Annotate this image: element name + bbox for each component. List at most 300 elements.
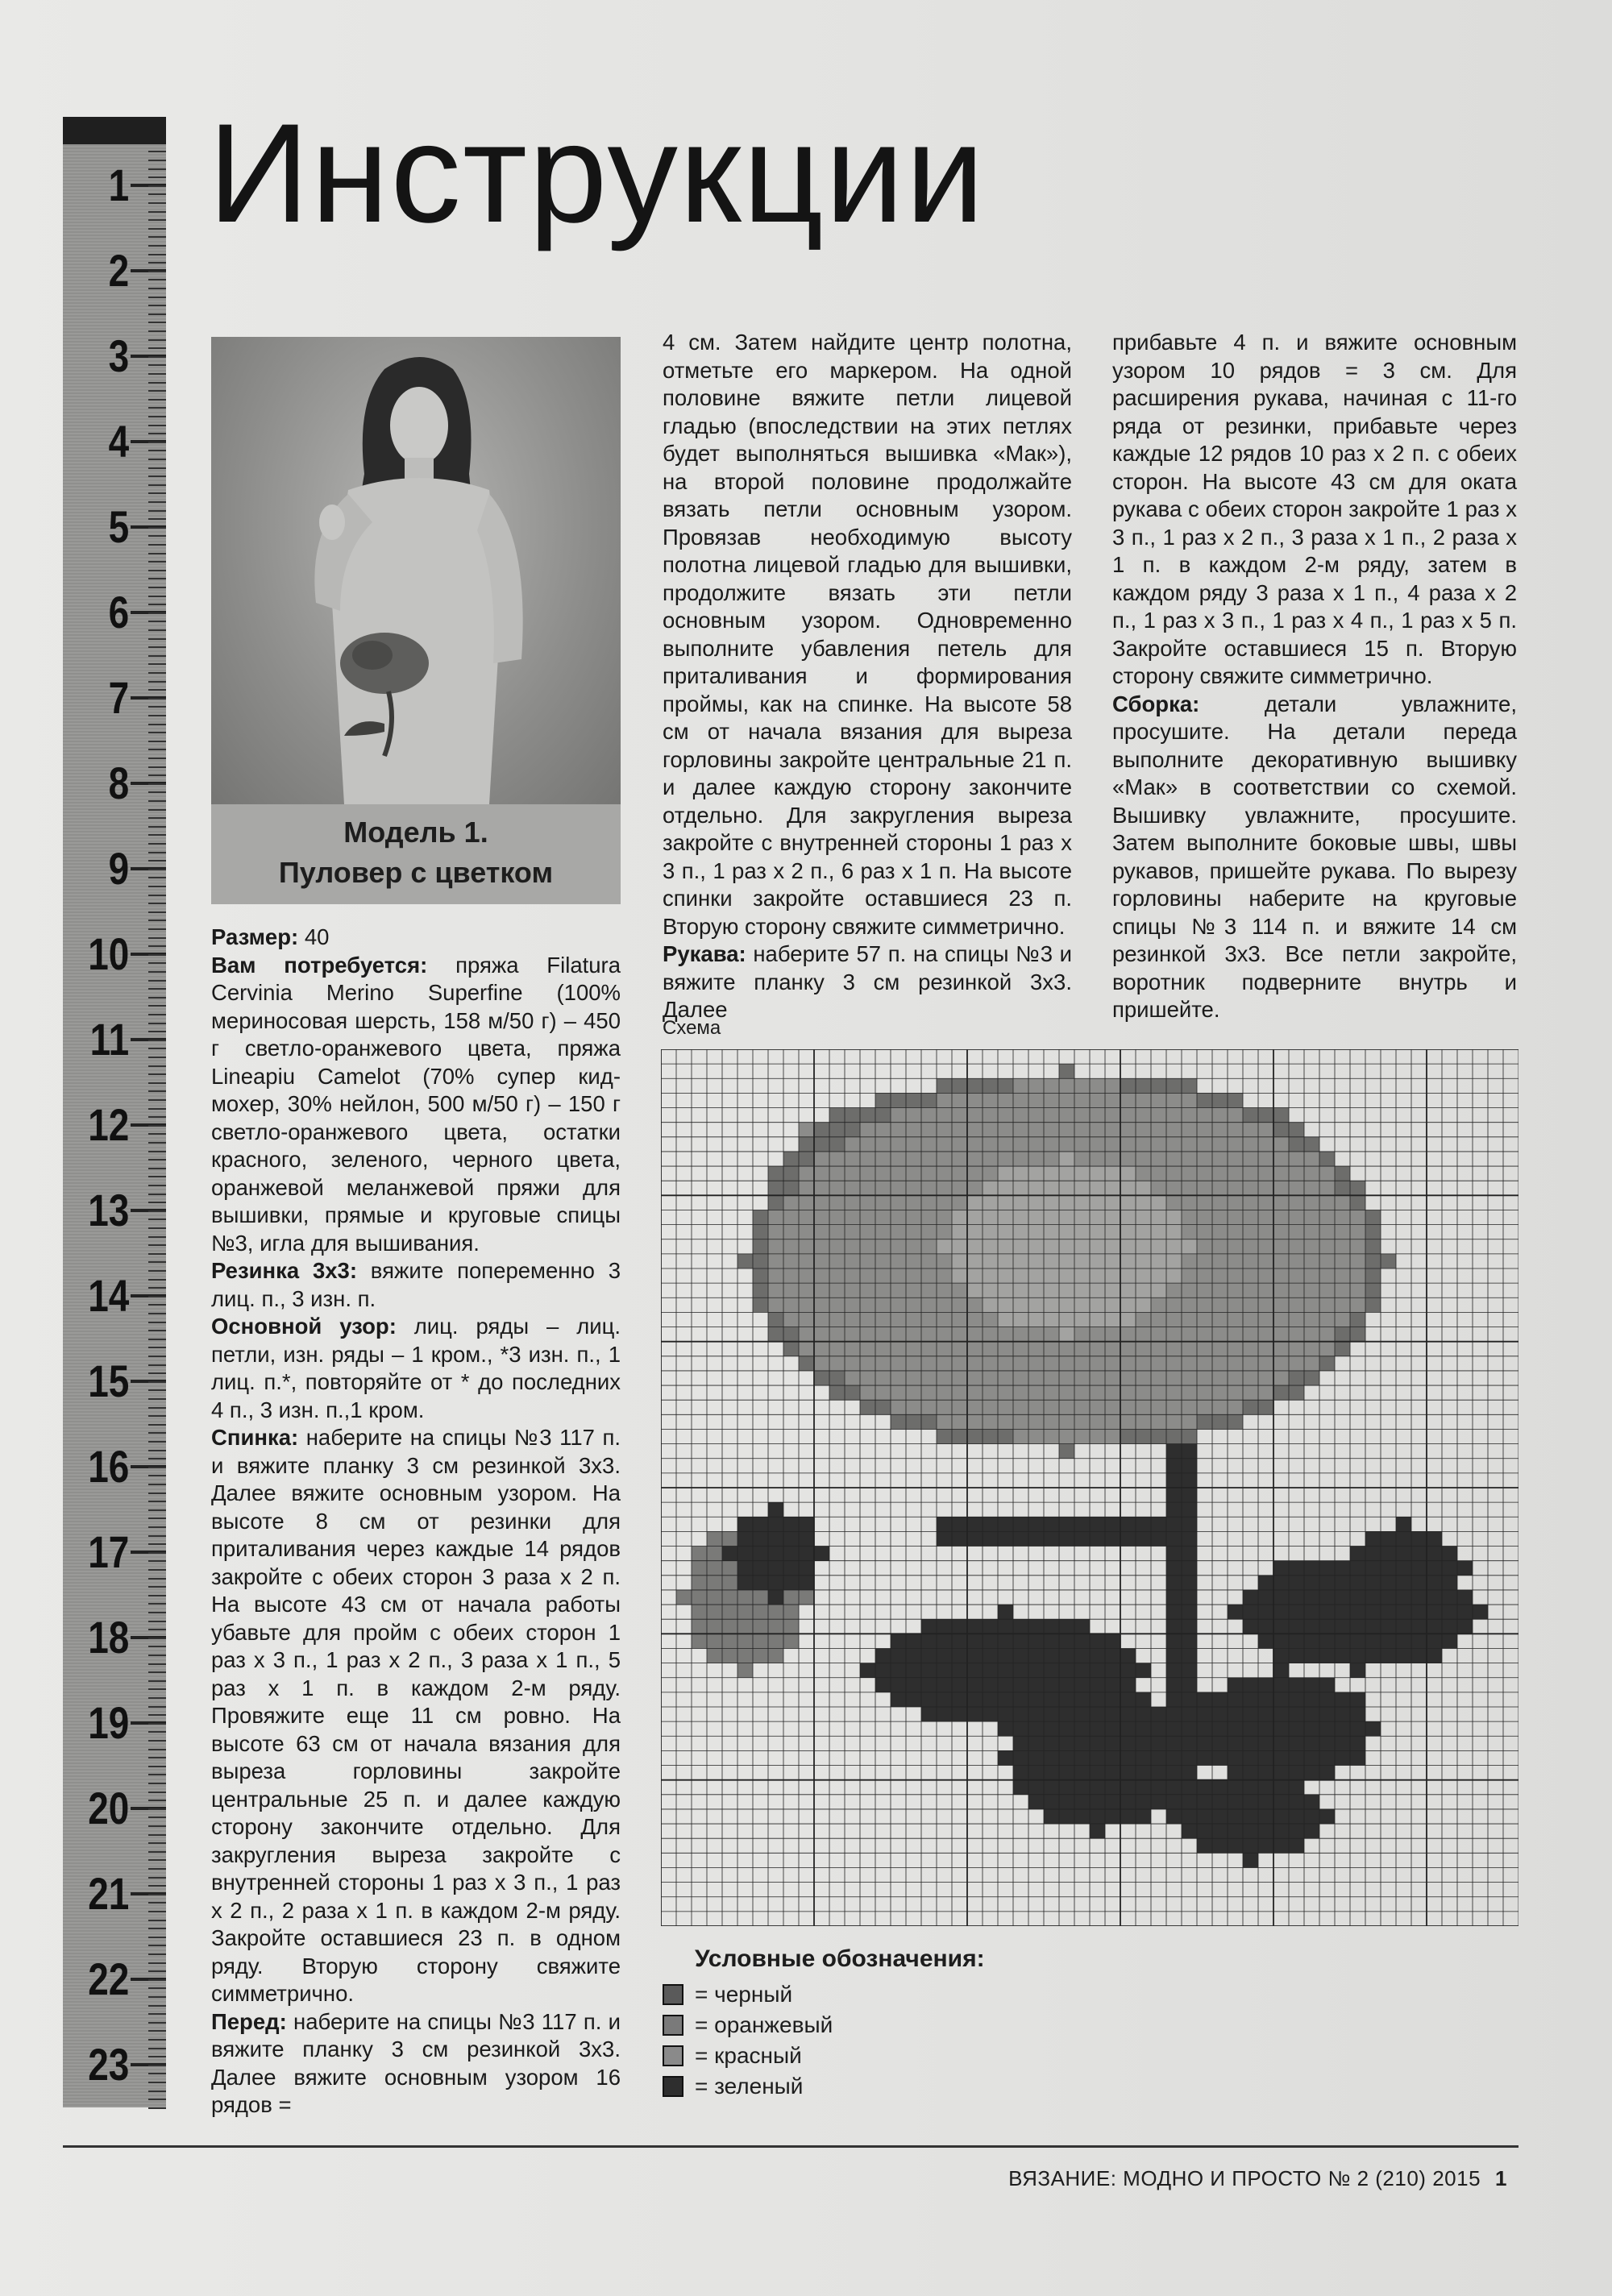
chart-stitch [1304,1356,1319,1371]
chart-stitch [1335,1210,1350,1224]
chart-stitch [1350,1561,1365,1576]
chart-stitch [937,1342,952,1356]
chart-stitch [1273,1210,1289,1224]
chart-stitch [1273,1766,1289,1780]
chart-stitch [1120,1239,1136,1254]
chart-stitch [829,1225,845,1239]
chart-stitch [768,1181,783,1195]
chart-stitch [1090,1342,1105,1356]
chart-stitch [1273,1750,1289,1765]
chart-stitch [1243,1137,1258,1152]
chart-stitch [1258,1225,1273,1239]
chart-stitch [753,1590,768,1605]
chart-stitch [1120,1356,1136,1371]
chart-stitch [829,1371,845,1385]
ruler-tick-minor [148,339,166,341]
chart-stitch [1457,1605,1473,1619]
chart-stitch [1136,1283,1151,1297]
chart-stitch [1105,1166,1120,1181]
chart-stitch [1182,1123,1197,1137]
chart-stitch [1457,1619,1473,1634]
chart-stitch [1197,1152,1212,1166]
chart-stitch [921,1225,937,1239]
text-column-1 [211,924,621,2120]
chart-stitch [1197,1342,1212,1356]
chart-stitch [737,1590,753,1605]
chart-stitch [1304,1152,1319,1166]
ruler-tick-minor [148,1945,166,1946]
chart-stitch [1457,1590,1473,1605]
chart-stitch [1289,1780,1304,1795]
chart-stitch [998,1210,1013,1224]
chart-stitch [1166,1400,1182,1414]
chart-stitch [1013,1356,1028,1371]
chart-stitch [1044,1750,1059,1765]
chart-stitch [983,1195,998,1210]
chart-stitch [1166,1766,1182,1780]
chart-stitch [937,1429,952,1443]
chart-stitch [845,1166,860,1181]
chart-stitch [952,1356,967,1371]
chart-stitch [1228,1297,1243,1312]
ruler-number: 20 [87,1783,129,1833]
chart-stitch [768,1166,783,1181]
chart-stitch [1013,1152,1028,1166]
chart-stitch [891,1648,906,1663]
legend-swatch-black [663,1984,683,2005]
chart-stitch [1059,1268,1074,1283]
chart-stitch [983,1123,998,1137]
paragraph-text: наберите на спицы №3 117 п. и вяжите планку 3 см резинкой 3х3. Далее вяжите основным узором. На высоте 8 см от резинки для приталивания через каждые 14 рядов закройте с обеих сторон 3 раза х 2 п. На высоте 43 см от начала работы убавьте для пройм с обеих сторон 1 раз х 3 п., 1 раз х 2 п., 3 раза х 1 п., 5 раз х 1 п. в каждом 2-м ряду. Провяжите еще 11 см ровно. На высоте 63 см от начала вязания для выреза горловины закройте центральные 25 п. и далее каждую сторону закончите отдельно. Для закругления выреза закройте с внутренней стороны 1 раз х 3 п., 1 раз х 2 п., 2 раза х 1 п. в каждом 2-м ряду. Закройте оставшиеся 23 п. в одном ряду. Вторую сторону свяжите симметрично. [211,1425,621,2006]
chart-stitch [1212,1108,1228,1123]
chart-stitch [707,1576,722,1590]
ruler-tick-minor [148,1159,166,1160]
chart-stitch [1197,1137,1212,1152]
chart-stitch [906,1225,921,1239]
model-illustration [211,337,621,804]
chart-stitch [1059,1239,1074,1254]
chart-stitch [829,1239,845,1254]
chart-stitch [1136,1692,1151,1707]
chart-stitch [1028,1123,1044,1137]
chart-stitch [1013,1663,1028,1678]
chart-stitch [799,1225,814,1239]
chart-stitch [1243,1210,1258,1224]
chart-stitch [1273,1663,1289,1678]
chart-stitch [1044,1225,1059,1239]
chart-stitch [937,1531,952,1546]
chart-stitch [1074,1400,1090,1414]
chart-stitch [983,1166,998,1181]
chart-stitch [983,1429,998,1443]
chart-stitch [1120,1195,1136,1210]
chart-stitch [1289,1692,1304,1707]
chart-stitch [983,1254,998,1268]
chart-stitch [1273,1780,1289,1795]
ruler-tick-minor [148,1005,166,1007]
chart-stitch [1228,1838,1243,1853]
ruler-tick-minor [148,518,166,520]
ruler-tick-minor [148,297,166,298]
chart-stitch [783,1327,799,1342]
chart-stitch [829,1181,845,1195]
chart-stitch [1013,1123,1028,1137]
ruler-tick-minor [148,1125,166,1127]
chart-stitch [1228,1283,1243,1297]
chart-stitch [1044,1297,1059,1312]
chart-stitch [783,1268,799,1283]
chart-stitch [906,1327,921,1342]
chart-stitch [983,1297,998,1312]
chart-stitch [937,1297,952,1312]
chart-stitch [891,1692,906,1707]
ruler-tick-minor [148,1671,166,1673]
chart-stitch [998,1137,1013,1152]
ruler-tick-minor [148,399,166,401]
chart-stitch [1182,1312,1197,1327]
chart-stitch [1013,1721,1028,1736]
chart-stitch [1304,1283,1319,1297]
chart-stitch [1182,1078,1197,1093]
chart-stitch [1166,1181,1182,1195]
chart-stitch [1319,1166,1335,1181]
chart-stitch [1059,1210,1074,1224]
chart-stitch [1151,1371,1166,1385]
chart-stitch [737,1547,753,1561]
chart-stitch [1243,1721,1258,1736]
chart-stitch [1335,1283,1350,1297]
chart-stitch [783,1561,799,1576]
chart-stitch [1151,1736,1166,1750]
chart-stitch [1228,1093,1243,1107]
chart-stitch [1136,1517,1151,1531]
chart-stitch [1273,1707,1289,1721]
ruler-tick-minor [148,1569,166,1571]
chart-stitch [1228,1327,1243,1342]
chart-stitch [937,1634,952,1648]
chart-stitch [891,1166,906,1181]
chart-stitch [1273,1181,1289,1195]
chart-stitch [998,1371,1013,1385]
chart-stitch [1105,1181,1120,1195]
chart-stitch [875,1663,891,1678]
chart-stitch [753,1254,768,1268]
ruler-tick-minor [148,783,166,785]
chart-stitch [1090,1225,1105,1239]
chart-stitch [1105,1210,1120,1224]
chart-stitch [1166,1750,1182,1765]
chart-stitch [1319,1283,1335,1297]
ruler-tick-minor [148,945,166,947]
chart-stitch [1212,1225,1228,1239]
chart-stitch [768,1576,783,1590]
chart-stitch [814,1225,829,1239]
chart-stitch [891,1239,906,1254]
chart-stitch [1120,1780,1136,1795]
chart-stitch [1243,1590,1258,1605]
chart-stitch [875,1181,891,1195]
chart-stitch [967,1225,983,1239]
chart-stitch [1289,1239,1304,1254]
chart-stitch [937,1225,952,1239]
paragraph [663,940,1072,1024]
chart-stitch [1090,1517,1105,1531]
chart-stitch [1105,1634,1120,1648]
chart-stitch [1028,1795,1044,1809]
ruler-tick-minor [148,416,166,417]
ruler-number: 7 [108,672,129,723]
chart-stitch [1090,1780,1105,1795]
chart-stitch [1258,1342,1273,1356]
chart-stitch [1074,1663,1090,1678]
chart-stitch [860,1123,875,1137]
ruler-tick-minor [148,1484,166,1485]
chart-stitch [768,1634,783,1648]
chart-stitch [1212,1283,1228,1297]
chart-stitch [1166,1195,1182,1210]
chart-stitch [1319,1268,1335,1283]
chart-stitch [921,1239,937,1254]
chart-stitch [707,1547,722,1561]
chart-stitch [1090,1371,1105,1385]
ruler-tick-minor [148,1808,166,1810]
chart-stitch [875,1239,891,1254]
chart-stitch [1136,1137,1151,1152]
chart-stitch [1136,1297,1151,1312]
chart-stitch [1028,1327,1044,1342]
chart-stitch [783,1283,799,1297]
chart-stitch [1059,1692,1074,1707]
chart-stitch [1258,1181,1273,1195]
chart-stitch [1182,1152,1197,1166]
chart-stitch [845,1225,860,1239]
chart-stitch [860,1210,875,1224]
chart-stitch [1442,1561,1457,1576]
ruler-tick-minor [148,1168,166,1169]
chart-stitch [1166,1312,1182,1327]
ruler-tick-minor [148,834,166,836]
chart-stitch [1166,1225,1182,1239]
chart-stitch [1197,1093,1212,1107]
chart-stitch [952,1634,967,1648]
ruler-tick-minor [148,433,166,434]
chart-stitch [829,1210,845,1224]
ruler-tick-minor [148,2107,166,2109]
chart-stitch [1442,1619,1457,1634]
chart-stitch [967,1093,983,1107]
chart-stitch [1136,1429,1151,1443]
chart-stitch [906,1414,921,1429]
chart-stitch [1120,1225,1136,1239]
ruler-tick-minor [148,1493,166,1494]
chart-stitch [1212,1297,1228,1312]
chart-stitch [1182,1166,1197,1181]
chart-stitch [1258,1605,1273,1619]
chart-stitch [1273,1809,1289,1824]
chart-stitch [998,1254,1013,1268]
chart-stitch [1151,1400,1166,1414]
chart-stitch [1289,1297,1304,1312]
chart-stitch [1243,1356,1258,1371]
chart-stitch [1350,1210,1365,1224]
chart-stitch [952,1678,967,1692]
chart-stitch [799,1283,814,1297]
ruler-tick-minor [148,475,166,477]
chart-stitch [1411,1590,1427,1605]
ruler-tick-minor [148,1697,166,1699]
chart-stitch [1166,1210,1182,1224]
chart-stitch [1166,1239,1182,1254]
chart-stitch [1044,1707,1059,1721]
chart-stitch [1059,1181,1074,1195]
chart-stitch [753,1239,768,1254]
paragraph [211,1313,621,1424]
chart-stitch [1059,1064,1074,1078]
chart-stitch [967,1327,983,1342]
chart-stitch [1028,1414,1044,1429]
chart-stitch [1028,1721,1044,1736]
chart-stitch [783,1342,799,1356]
chart-stitch [1182,1488,1197,1502]
ruler-tick-minor [148,1774,166,1775]
chart-stitch [1258,1137,1273,1152]
chart-stitch [906,1166,921,1181]
chart-stitch [967,1385,983,1400]
chart-stitch [1304,1210,1319,1224]
ruler-tick-minor [148,741,166,742]
chart-stitch [983,1327,998,1342]
chart-stitch [692,1590,707,1605]
chart-stitch [967,1268,983,1283]
chart-stitch [1289,1371,1304,1385]
chart-stitch [1228,1750,1243,1765]
chart-stitch [906,1108,921,1123]
ruler-tick-minor [148,347,166,349]
chart-stitch [952,1225,967,1239]
chart-stitch [921,1400,937,1414]
ruler-tick-minor [148,655,166,657]
chart-stitch [1166,1488,1182,1502]
chart-stitch [1182,1297,1197,1312]
chart-stitch [1427,1561,1442,1576]
chart-stitch [799,1152,814,1166]
chart-stitch [1319,1342,1335,1356]
ruler-tick-minor [148,1458,166,1459]
chart-stitch [1273,1648,1289,1663]
chart-stitch [1090,1152,1105,1166]
ruler-tick-minor [148,1364,166,1366]
chart-stitch [1166,1123,1182,1137]
chart-stitch [1090,1385,1105,1400]
paragraph-heading: Сборка: [1112,691,1200,716]
chart-stitch [1059,1225,1074,1239]
chart-stitch [921,1356,937,1371]
chart-stitch [860,1400,875,1414]
chart-stitch [1212,1400,1228,1414]
chart-stitch [1335,1605,1350,1619]
chart-stitch [1258,1239,1273,1254]
ruler-tick-minor [148,1757,166,1758]
ruler-tick-minor [148,1688,166,1690]
paragraph [211,2008,621,2120]
ruler-tick-minor [148,1979,166,1981]
chart-stitch [1335,1750,1350,1765]
chart-stitch [1166,1502,1182,1517]
chart-stitch [1304,1721,1319,1736]
chart-stitch [1044,1809,1059,1824]
chart-stitch [1105,1707,1120,1721]
chart-stitch [937,1195,952,1210]
chart-stitch [1059,1795,1074,1809]
ruler-tick-minor [148,1279,166,1281]
ruler-tick-minor [148,937,166,939]
chart-stitch [860,1283,875,1297]
chart-stitch [1212,1750,1228,1765]
chart-stitch [1350,1576,1365,1590]
ruler-tick-minor [148,2039,166,2041]
chart-stitch [967,1663,983,1678]
ruler-tick-minor [148,800,166,802]
ruler-tick-minor [148,1723,166,1725]
chart-stitch [1166,1152,1182,1166]
chart-stitch [1090,1824,1105,1838]
chart-stitch [1074,1225,1090,1239]
chart-stitch [1074,1795,1090,1809]
chart-stitch [1182,1531,1197,1546]
ruler-tick-minor [148,382,166,384]
chart-stitch [1396,1619,1411,1634]
chart-stitch [1228,1605,1243,1619]
legend-label: = красный [695,2043,802,2068]
chart-stitch [1136,1400,1151,1414]
chart-stitch [1028,1283,1044,1297]
chart-stitch [1243,1795,1258,1809]
chart-stitch [983,1356,998,1371]
chart-stitch [1212,1780,1228,1795]
chart-stitch [1273,1254,1289,1268]
chart-stitch [1013,1531,1028,1546]
chart-stitch [906,1137,921,1152]
chart-stitch [1120,1809,1136,1824]
chart-stitch [1013,1429,1028,1443]
chart-stitch [1120,1268,1136,1283]
ruler-tick-minor [148,193,166,195]
chart-stitch [906,1648,921,1663]
chart-stitch [952,1093,967,1107]
chart-stitch [1304,1195,1319,1210]
chart-stitch [1013,1195,1028,1210]
chart-stitch [1059,1444,1074,1459]
chart-stitch [1105,1297,1120,1312]
chart-stitch [1059,1283,1074,1297]
chart-stitch [1258,1750,1273,1765]
chart-stitch [1243,1385,1258,1400]
legend-item [663,2071,833,2102]
chart-stitch [921,1181,937,1195]
chart-stitch [1044,1166,1059,1181]
chart-stitch [1166,1707,1182,1721]
chart-stitch [1304,1736,1319,1750]
chart-stitch [1289,1619,1304,1634]
ruler-number: 11 [89,1014,129,1065]
ruler-tick-minor [148,168,166,170]
chart-stitch [891,1123,906,1137]
chart-stitch [1335,1619,1350,1634]
chart-stitch [1411,1576,1427,1590]
ruler-tick-minor [148,629,166,631]
chart-stitch [1166,1531,1182,1546]
chart-stitch [768,1283,783,1297]
